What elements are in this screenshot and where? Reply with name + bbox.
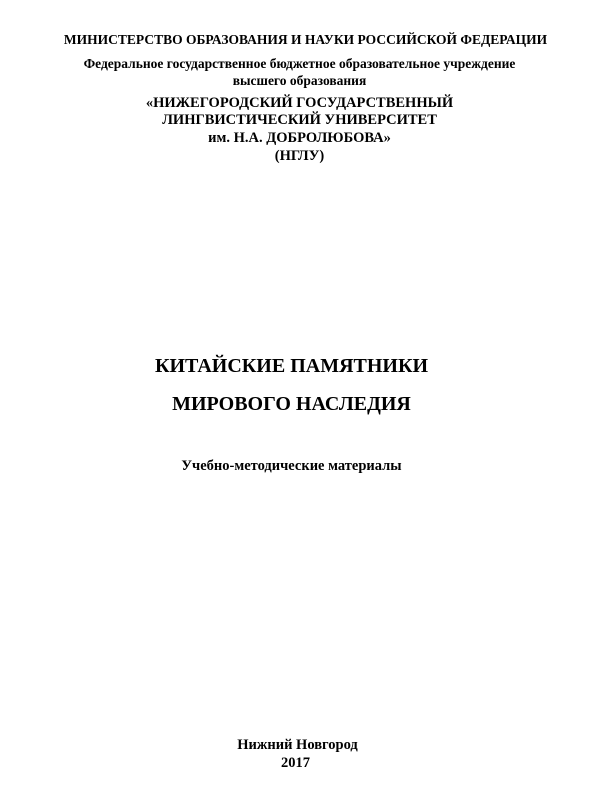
document-subtitle: Учебно-методические материалы xyxy=(181,458,402,474)
university-abbreviation: (НГЛУ) xyxy=(274,148,325,164)
university-name-line-3: им. Н.А. ДОБРОЛЮБОВА» xyxy=(208,130,391,146)
institution-type-line-1: Федеральное государственное бюджетное образовательное учреждение xyxy=(83,56,516,71)
publication-city: Нижний Новгород xyxy=(237,737,358,753)
institution-type-line-2: высшего образования xyxy=(232,73,367,88)
document-title-line-1: КИТАЙСКИЕ ПАМЯТНИКИ xyxy=(154,355,429,377)
publication-year: 2017 xyxy=(281,755,310,771)
university-name-line-1: «НИЖЕГОРОДСКИЙ ГОСУДАРСТВЕННЫЙ xyxy=(145,95,454,111)
university-name-line-2: ЛИНГВИСТИЧЕСКИЙ УНИВЕРСИТЕТ xyxy=(162,112,437,128)
document-title-line-2: МИРОВОГО НАСЛЕДИЯ xyxy=(172,393,411,415)
ministry-line: МИНИСТЕРСТВО ОБРАЗОВАНИЯ И НАУКИ РОССИЙСКОЙ ФЕДЕРАЦИИ xyxy=(63,32,548,47)
